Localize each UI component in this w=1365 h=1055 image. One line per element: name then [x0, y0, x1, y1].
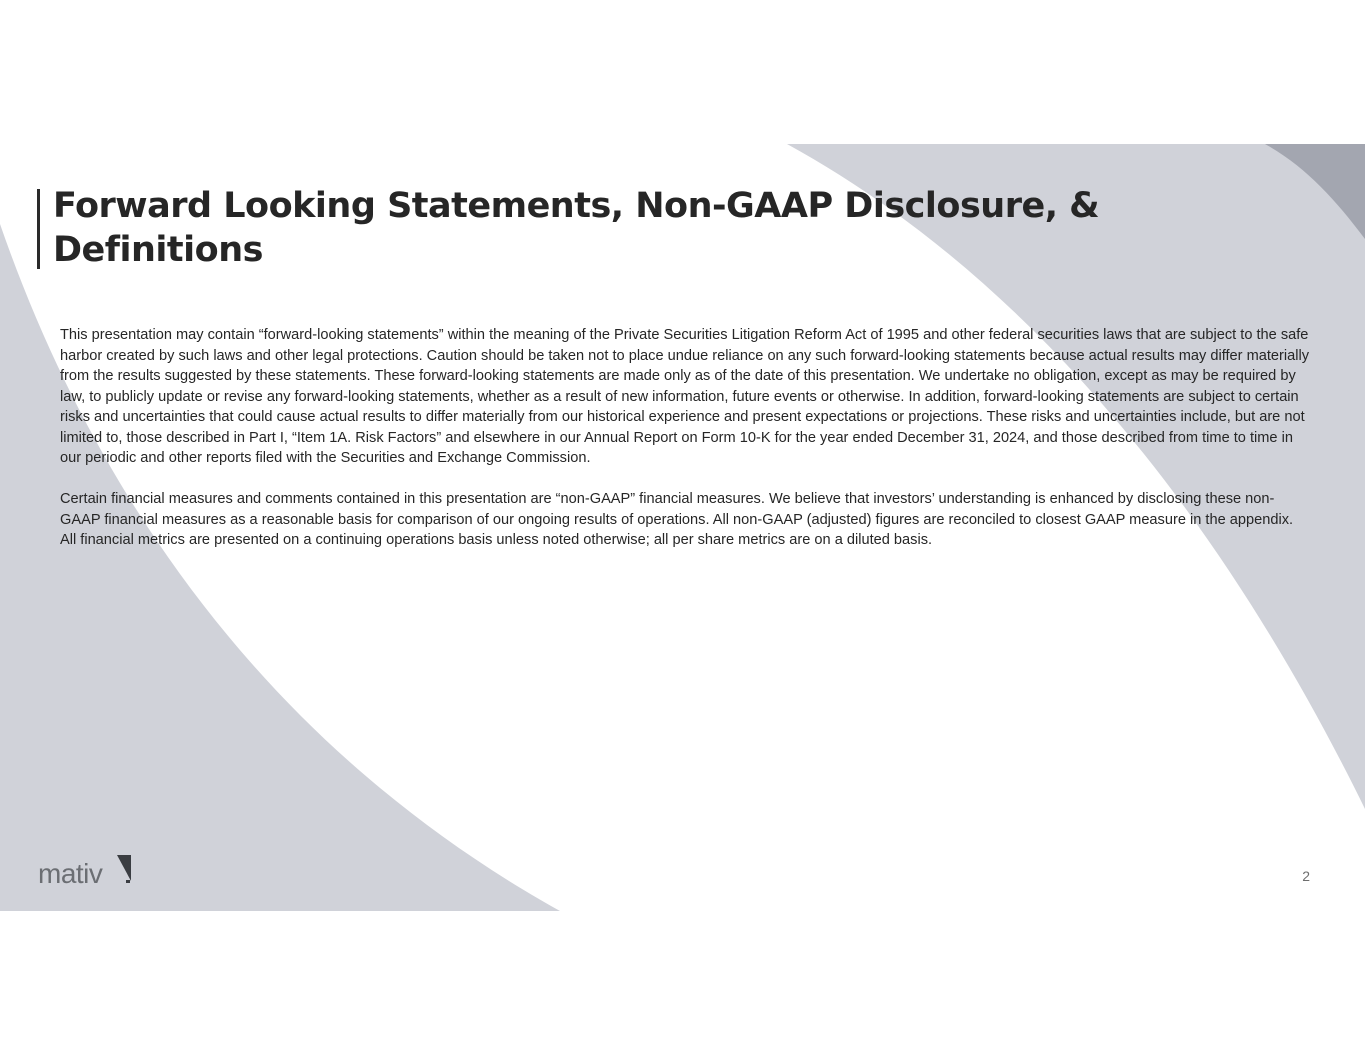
- title-accent-bar: [37, 189, 40, 269]
- slide-title: Forward Looking Statements, Non-GAAP Disclosure, & Definitions: [53, 186, 1100, 270]
- non-gaap-paragraph: Certain financial measures and comments contained in this presentation are “non-GAAP” financial measures. We believe that investors’ understanding is enhanced by disclosing these non-GAAP financial measures as a reasonable basis for comparison of our ongoing results of operations. All non-GAAP (adjusted) figures are reconciled to closest GAAP measure in the appendix. All financial metrics are presented on a continuing operations basis unless noted otherwise; all per share metrics are on a diluted basis.: [60, 491, 1294, 548]
- mativ-logo: [38, 852, 138, 888]
- page-number: 2: [1302, 868, 1310, 884]
- logo-wordmark: mativ: [38, 858, 103, 888]
- forward-looking-paragraph: This presentation may contain “forward-looking statements” within the meaning of the Private Securities Litigation Reform Act of 1995 and other federal securities laws that are subject to the safe harbor created by such laws and other legal protections. Caution should be taken not to place undue reliance on any such forward-looking statements because actual results may differ materially from the results suggested by these statements. These forward-looking statements are made only as of the date of this presentation. We undertake no obligation, except as may be required by law, to publicly update or revise any forward-looking statements, whether as a result of new information, future events or otherwise. In addition, forward-looking statements are subject to certain risks and uncertainties that could cause actual results to differ materially from our historical experience and present expectations or projections. These risks and uncertainties include, but are not limited to, those described in Part I, “Item 1A. Risk Factors” and elsewhere in our Annual Report on Form 10-K for the year ended December 31, 2024, and those described from time to time in our periodic and other reports filed with the Securities and Exchange Commission.: [60, 327, 1310, 466]
- logo-chevron-icon: [117, 855, 131, 881]
- logo-dot: [126, 880, 130, 883]
- disclosure-body: [60, 325, 1310, 571]
- slide: [0, 144, 1365, 911]
